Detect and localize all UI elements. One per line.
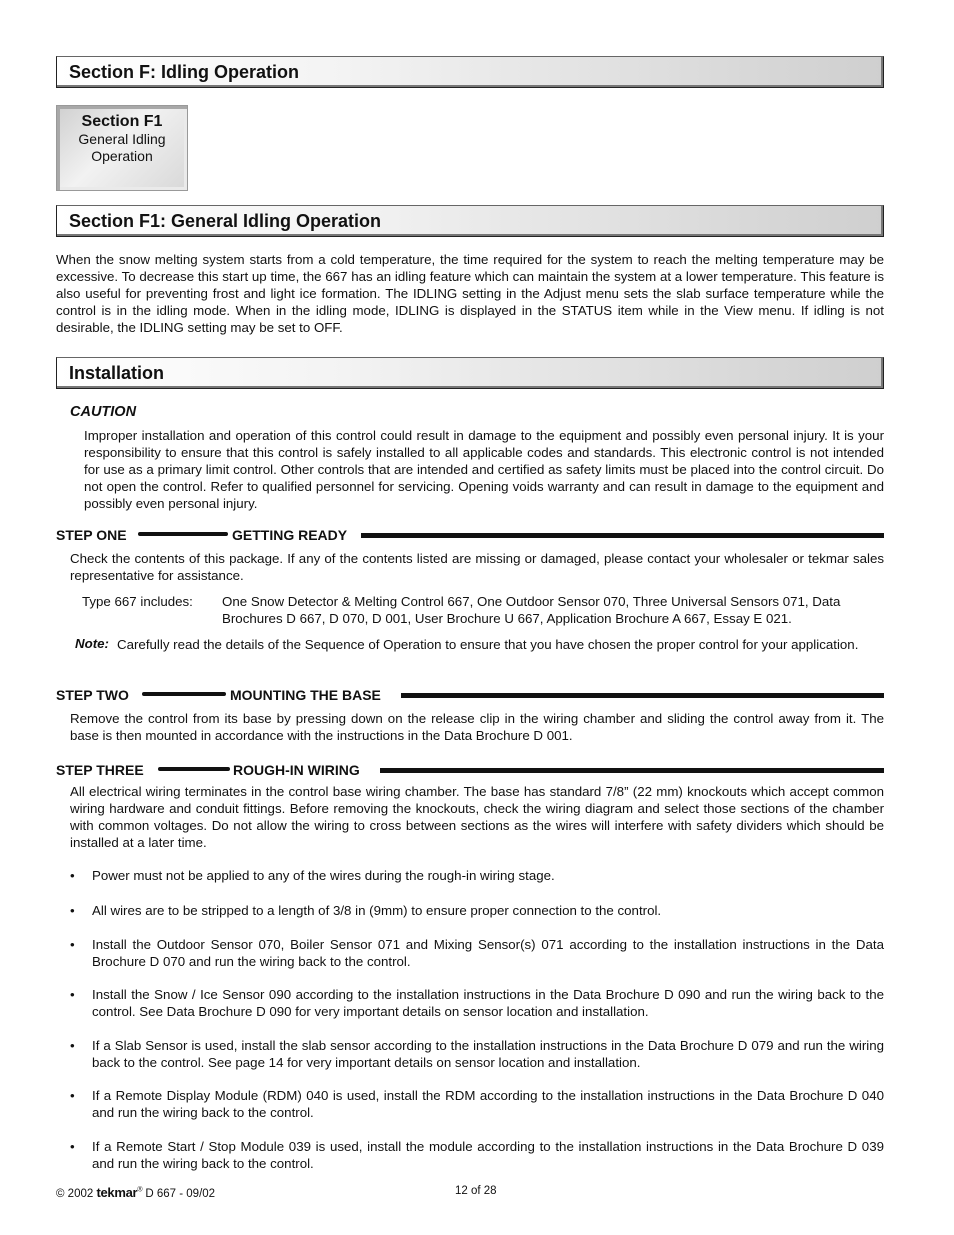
step-two-text: Remove the control from its base by pressing down on the release clip in the wiring chamber and sliding the control away from it. The base is then mounted in accordance with the instructions in the Data Brochure D 001. [70,711,884,743]
section-f1-box [56,105,188,191]
tekmar-logo [96,1185,142,1200]
footer-left [56,1185,215,1200]
step-three-long-rule [380,768,884,773]
step-three-label: STEP THREE [56,762,144,778]
footer-doc-number: D 667 - 09/02 [145,1188,216,1200]
step-two-short-rule [142,692,226,696]
installation-title: Installation [69,363,165,383]
installation-header [56,357,884,389]
section-f-header [56,56,884,88]
note-text: Carefully read the details of the Sequence of Operation to ensure that you have chosen the proper control for your application. [117,637,859,652]
bullet-text: If a Remote Start / Stop Module 039 is used, install the module according to the installation instructions in the Data Brochure D 039 and run the wiring back to the control. [92,1139,884,1171]
step-one-text: Check the contents of this package. If any of the contents listed are missing or damaged, please contact your wholesaler or tekmar sales representative for assistance. [70,551,884,583]
intro-paragraph: When the snow melting system starts from a cold temperature, the time required for the system to reach the melting temperature may be excessive. To decrease this start up time, the 667 has an idling feature which can maintain the system at a lower temperature. This feature is also useful for preventing frost and light ice formation. The IDLING setting in the Adjust menu sets the slab surface temperature while the control is in the idling mode. When in the idling mode, IDLING is displayed in the STATUS item while in the View menu. If idling is not desirable, the IDLING setting may be set to OFF. [56,252,884,335]
step-two-label: STEP TWO [56,687,129,703]
f1-box-line2: Operation [91,148,153,164]
registered-mark: ® [137,1186,143,1194]
step-two-header [56,687,884,705]
step-one-label: STEP ONE [56,527,127,543]
bullet-icon: • [70,937,75,952]
step-one-long-rule [361,533,884,538]
bullet-icon: • [70,1088,75,1103]
section-f-title: Section F: Idling Operation [69,62,300,82]
bullet-icon: • [70,987,75,1002]
step-one-short-rule [138,532,228,536]
section-f1-header [56,205,884,237]
note-label: Note: [75,636,109,651]
includes-label: Type 667 includes: [82,594,193,609]
bullet-text: Power must not be applied to any of the wires during the rough-in wiring stage. [92,868,555,883]
bullet-text: If a Remote Display Module (RDM) 040 is used, install the RDM according to the installation instructions in the Data Brochure D 040 and run the wiring back to the control. [92,1088,884,1120]
caution-title: CAUTION [70,404,137,420]
step-two-heading: MOUNTING THE BASE [230,687,387,703]
step-one-heading: GETTING READY [232,527,353,543]
footer-copyright: © 2002 [56,1188,94,1200]
f1-box-title: Section F1 [81,113,163,130]
caution-text: Improper installation and operation of this control could result in damage to the equipment and possibly even personal injury. It is your responsibility to ensure that this control is safely installed to all applicable codes and standards. This electronic control is not intended for use as a primary limit control. Other controls that are intended and certified as safety limits must be placed into the control circuit. Do not open the control. Refer to qualified personnel for servicing. Opening voids warranty and can result in damage to the equipment and possibly even personal injury. [84,428,884,511]
step-three-header [56,762,884,780]
step-three-text: All electrical wiring terminates in the control base wiring chamber. The base has standard 7/8” (22 mm) knockouts which accept common wiring hardware and conduit fittings. Before removing the knockouts, check the wiring diagram and select those sections of the chamber with common voltages. Do not allow the wiring to cross between sections as the wires will interfere with safety dividers which should be installed at a later time. [70,784,884,850]
step-three-heading: ROUGH-IN WIRING [233,762,366,778]
includes-text: One Snow Detector & Melting Control 667, One Outdoor Sensor 070, Three Universal Sensors 071, Data Brochures D 667, D 070, D 001, User Brochure U 667, Application Brochure A 667, Essay E 021. [222,594,841,626]
bullet-text: If a Slab Sensor is used, install the slab sensor according to the installation instructions in the Data Brochure D 079 and run the wiring back to the control. See page 14 for very important details on sensor location and installation. [92,1038,884,1070]
step-one-header [56,527,884,545]
section-f1-title: Section F1: General Idling Operation [69,211,382,231]
bullet-icon: • [70,868,75,883]
bullet-text: Install the Snow / Ice Sensor 090 according to the installation instructions in the Data Brochure D 090 and run the wiring back to the control. See Data Brochure D 090 for very important details on sensor location and installation. [92,987,884,1019]
bullet-text: All wires are to be stripped to a length of 3/8 in (9mm) to ensure proper connection to the control. [92,903,662,918]
bullet-icon: • [70,903,75,918]
footer-page-number: 12 of 28 [455,1185,497,1197]
f1-box-line1: General Idling [78,131,166,147]
bullet-icon: • [70,1139,75,1154]
step-two-long-rule [401,693,884,698]
bullet-icon: • [70,1038,75,1053]
step-three-short-rule [158,767,230,771]
tekmar-logo-text: tekmar [96,1185,138,1200]
bullet-text: Install the Outdoor Sensor 070, Boiler Sensor 071 and Mixing Sensor(s) 071 according to the installation instructions in the Data Brochure D 070 and run the wiring back to the control. [92,937,884,969]
